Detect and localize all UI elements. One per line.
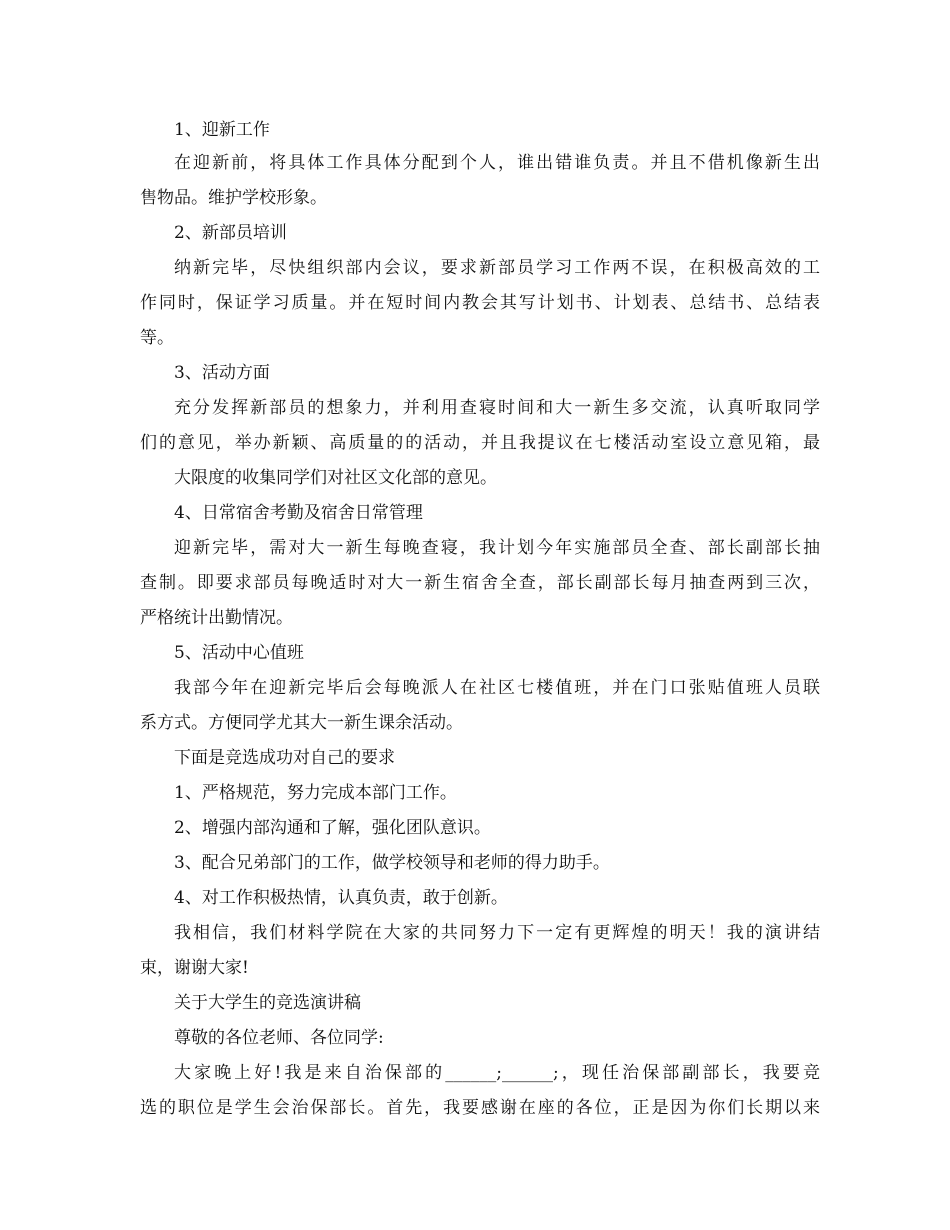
paragraph-line: 系方式。方便同学尤其大一新生课余活动。 (140, 713, 463, 733)
paragraph-line: 充分发挥新部员的想象力，并利用查寝时间和大一新生多交流，认真听取同学 (174, 398, 820, 418)
paragraph-line: 选的职位是学生会治保部长。首先，我要感谢在座的各位，正是因为你们长期以来 (140, 1098, 820, 1118)
paragraph-line: 大限度的收集同学们对社区文化部的意见。 (174, 468, 497, 488)
paragraph-line: 们的意见，举办新颖、高质量的的活动，并且我提议在七楼活动室设立意见箱，最 (140, 433, 820, 453)
paragraph-line: 束，谢谢大家! (140, 958, 249, 978)
paragraph-line: 作同时，保证学习质量。并在短时间内教会其写计划书、计划表、总结书、总结表 (140, 293, 820, 313)
heading-new-member-training: 2、新部员培训 (174, 223, 287, 243)
paragraph-line: 下面是竞选成功对自己的要求 (174, 748, 395, 768)
paragraph-line: 我相信，我们材料学院在大家的共同努力下一定有更辉煌的明天！我的演讲结 (174, 923, 820, 943)
heading-welcome-work: 1、迎新工作 (174, 120, 270, 140)
list-item: 3、配合兄弟部门的工作，做学校领导和老师的得力助手。 (174, 853, 610, 873)
paragraph-line: 纳新完毕，尽快组织部内会议，要求新部员学习工作两不误，在积极高效的工 (174, 258, 820, 278)
salutation: 尊敬的各位老师、各位同学: (174, 1028, 384, 1048)
paragraph-line: 售物品。维护学校形象。 (140, 188, 327, 208)
paragraph-line: 严格统计出勤情况。 (140, 608, 293, 628)
paragraph-line: 迎新完毕，需对大一新生每晚查寝，我计划今年实施部员全查、部长副部长抽 (174, 538, 820, 558)
paragraph-line: 查制。即要求部员每晚适时对大一新生宿舍全查，部长副部长每月抽查两到三次， (140, 573, 820, 593)
paragraph-line: 等。 (140, 328, 174, 348)
list-item: 4、对工作积极热情，认真负责，敢于创新。 (174, 888, 508, 908)
heading-activities: 3、活动方面 (174, 363, 270, 383)
heading-dorm-management: 4、日常宿舍考勤及宿舍日常管理 (174, 503, 423, 523)
paragraph-line: 我部今年在迎新完毕后会每晚派人在社区七楼值班，并在门口张贴值班人员联 (174, 678, 820, 698)
paragraph-line: 大家晚上好!我是来自治保部的______;______;，现任治保部副部长，我要竞 (174, 1063, 820, 1083)
list-item: 1、严格规范，努力完成本部门工作。 (174, 783, 457, 803)
list-item: 2、增强内部沟通和了解，强化团队意识。 (174, 818, 491, 838)
section-title: 关于大学生的竞选演讲稿 (174, 993, 361, 1013)
paragraph-line: 在迎新前，将具体工作具体分配到个人，谁出错谁负责。并且不借机像新生出 (174, 153, 820, 173)
heading-activity-center-duty: 5、活动中心值班 (174, 643, 304, 663)
